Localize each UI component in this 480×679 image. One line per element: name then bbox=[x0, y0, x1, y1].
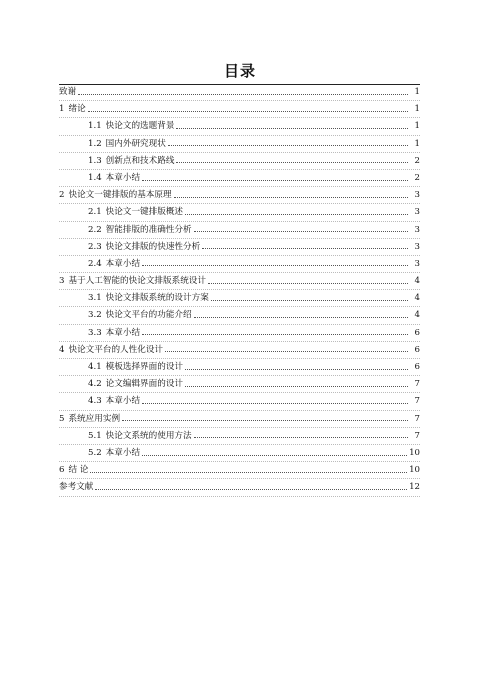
toc-entry[interactable] bbox=[59, 445, 420, 462]
toc-entry-title: 系统应用实例 bbox=[68, 413, 121, 424]
toc-entry-title: 参考文献 bbox=[59, 482, 94, 493]
toc-entry-number: 5.1 bbox=[88, 430, 102, 441]
toc-entry-title: 基于人工智能的快论文排版系统设计 bbox=[68, 276, 206, 287]
toc-entry-number: 4 bbox=[59, 344, 65, 355]
toc-entry[interactable] bbox=[59, 479, 420, 496]
toc-entry-title: 致谢 bbox=[59, 87, 77, 97]
toc-entry-number: 6 bbox=[59, 465, 65, 476]
toc-dot-leader bbox=[185, 369, 408, 370]
toc-entry-page-number: 1 bbox=[414, 121, 420, 132]
table-of-contents bbox=[59, 84, 420, 497]
toc-entry-number: 3.2 bbox=[88, 310, 102, 321]
toc-entry-title: 本章小结 bbox=[105, 172, 141, 183]
toc-entry-number: 2.2 bbox=[88, 224, 102, 235]
toc-entry-number: 4.1 bbox=[88, 362, 102, 372]
toc-dot-leader bbox=[211, 300, 408, 301]
toc-entry-page-number: 3 bbox=[414, 241, 420, 252]
toc-entry-title: 绪论 bbox=[68, 104, 86, 115]
toc-entry-number: 4.3 bbox=[88, 396, 102, 407]
toc-entry-title: 快论文平台的功能介绍 bbox=[105, 310, 192, 321]
toc-entry-number: 4.2 bbox=[88, 379, 102, 390]
toc-entry[interactable] bbox=[59, 204, 420, 221]
toc-dot-leader bbox=[202, 248, 408, 249]
toc-entry-number: 1 bbox=[59, 104, 65, 115]
toc-entry-title: 国内外研究现状 bbox=[105, 138, 166, 149]
toc-entry-title: 快论文的选题背景 bbox=[105, 121, 175, 132]
toc-dot-leader bbox=[165, 351, 408, 352]
toc-entry-title: 创新点和技术路线 bbox=[105, 155, 175, 166]
toc-entry[interactable] bbox=[59, 307, 420, 324]
toc-entry-number: 1.2 bbox=[88, 138, 102, 149]
toc-entry-page-number: 10 bbox=[409, 465, 420, 476]
toc-entry-page-number: 7 bbox=[414, 379, 420, 390]
toc-entry[interactable] bbox=[59, 239, 420, 256]
toc-entry[interactable] bbox=[59, 376, 420, 393]
toc-dot-leader bbox=[88, 111, 408, 112]
toc-entry-title: 快论文系统的使用方法 bbox=[105, 430, 192, 441]
toc-dot-leader bbox=[194, 231, 408, 232]
toc-dot-leader bbox=[194, 317, 408, 318]
page-title: 目录 bbox=[223, 62, 256, 80]
toc-entry[interactable] bbox=[59, 393, 420, 410]
toc-entry[interactable] bbox=[59, 101, 420, 118]
toc-entry-number: 2 bbox=[59, 190, 65, 201]
toc-entry-page-number: 4 bbox=[414, 276, 420, 287]
toc-dot-leader bbox=[142, 455, 407, 456]
toc-dot-leader bbox=[122, 420, 408, 421]
toc-entry-number: 2.1 bbox=[88, 207, 102, 218]
toc-entry-page-number: 6 bbox=[414, 344, 420, 355]
toc-dot-leader bbox=[95, 489, 407, 490]
toc-entry-page-number: 3 bbox=[414, 224, 420, 235]
toc-entry-page-number: 4 bbox=[414, 310, 420, 321]
toc-entry-number: 1.4 bbox=[88, 172, 102, 183]
toc-entry-title: 快论文一键排版的基本原理 bbox=[68, 190, 172, 201]
toc-entry-number: 3.3 bbox=[88, 327, 102, 338]
toc-entry-page-number: 3 bbox=[414, 258, 420, 269]
toc-dot-leader bbox=[168, 145, 408, 146]
toc-entry-number: 1.1 bbox=[88, 121, 102, 132]
toc-entry-number: 1.3 bbox=[88, 155, 102, 166]
toc-entry-page-number: 7 bbox=[414, 430, 420, 441]
toc-entry[interactable] bbox=[59, 342, 420, 359]
toc-dot-leader bbox=[142, 265, 408, 266]
toc-entry[interactable] bbox=[59, 462, 420, 479]
toc-entry-page-number: 1 bbox=[414, 104, 420, 115]
toc-entry-number: 2.4 bbox=[88, 258, 102, 269]
toc-entry-title: 本章小结 bbox=[105, 258, 141, 269]
toc-entry-page-number: 2 bbox=[414, 172, 420, 183]
toc-entry[interactable] bbox=[59, 187, 420, 204]
toc-entry[interactable] bbox=[59, 411, 420, 428]
toc-entry-page-number: 6 bbox=[414, 362, 420, 372]
toc-dot-leader bbox=[194, 437, 408, 438]
toc-entry-page-number: 4 bbox=[414, 293, 420, 304]
toc-entry-page-number: 6 bbox=[414, 327, 420, 338]
toc-dot-leader bbox=[176, 162, 408, 163]
toc-dot-leader bbox=[142, 334, 408, 335]
toc-entry-page-number: 1 bbox=[414, 138, 420, 149]
toc-entry-page-number: 2 bbox=[414, 155, 420, 166]
toc-entry-title: 本章小结 bbox=[105, 327, 141, 338]
toc-entry[interactable] bbox=[59, 290, 420, 307]
toc-entry[interactable] bbox=[59, 222, 420, 239]
toc-entry[interactable] bbox=[59, 136, 420, 153]
toc-entry[interactable] bbox=[59, 428, 420, 445]
toc-dot-leader bbox=[185, 386, 408, 387]
toc-entry-page-number: 1 bbox=[414, 87, 420, 97]
toc-entry-number: 5.2 bbox=[88, 447, 102, 458]
toc-dot-leader bbox=[142, 180, 408, 181]
toc-dot-leader bbox=[174, 197, 408, 198]
toc-entry-number: 5 bbox=[59, 413, 65, 424]
toc-dot-leader bbox=[208, 283, 408, 284]
toc-entry[interactable] bbox=[59, 273, 420, 290]
toc-entry-page-number: 7 bbox=[414, 413, 420, 424]
toc-entry-title: 智能排版的准确性分析 bbox=[105, 224, 192, 235]
toc-entry-title: 模板选择界面的设计 bbox=[105, 362, 184, 372]
toc-entry-title: 论文编辑界面的设计 bbox=[105, 379, 184, 390]
toc-entry-page-number: 10 bbox=[409, 447, 420, 458]
toc-entry-number: 3 bbox=[59, 276, 65, 287]
toc-entry-title: 快论文平台的人性化设计 bbox=[68, 344, 164, 355]
toc-entry-page-number: 7 bbox=[414, 396, 420, 407]
toc-entry-page-number: 3 bbox=[414, 190, 420, 201]
toc-entry-page-number: 12 bbox=[409, 482, 420, 493]
toc-dot-leader bbox=[185, 214, 408, 215]
toc-entry-title: 快论文排版的快速性分析 bbox=[105, 241, 201, 252]
toc-entry[interactable] bbox=[59, 118, 420, 135]
toc-dot-leader bbox=[90, 472, 407, 473]
toc-entry-number: 2.3 bbox=[88, 241, 102, 252]
toc-entry[interactable] bbox=[59, 256, 420, 273]
toc-entry[interactable] bbox=[59, 84, 420, 101]
toc-dot-leader bbox=[78, 94, 408, 95]
toc-entry-title: 结 论 bbox=[68, 465, 89, 476]
toc-dot-leader bbox=[176, 128, 408, 129]
toc-entry[interactable] bbox=[59, 359, 420, 376]
toc-entry[interactable] bbox=[59, 153, 420, 170]
toc-dot-leader bbox=[142, 403, 408, 404]
toc-entry-number: 3.1 bbox=[88, 293, 102, 304]
toc-entry-title: 快论文排版系统的设计方案 bbox=[105, 293, 209, 304]
toc-entry[interactable] bbox=[59, 325, 420, 342]
toc-entry[interactable] bbox=[59, 170, 420, 187]
toc-entry-title: 快论文一键排版概述 bbox=[105, 207, 184, 218]
toc-entry-page-number: 3 bbox=[414, 207, 420, 218]
toc-entry-title: 本章小结 bbox=[105, 396, 141, 407]
toc-entry-title: 本章小结 bbox=[105, 447, 141, 458]
